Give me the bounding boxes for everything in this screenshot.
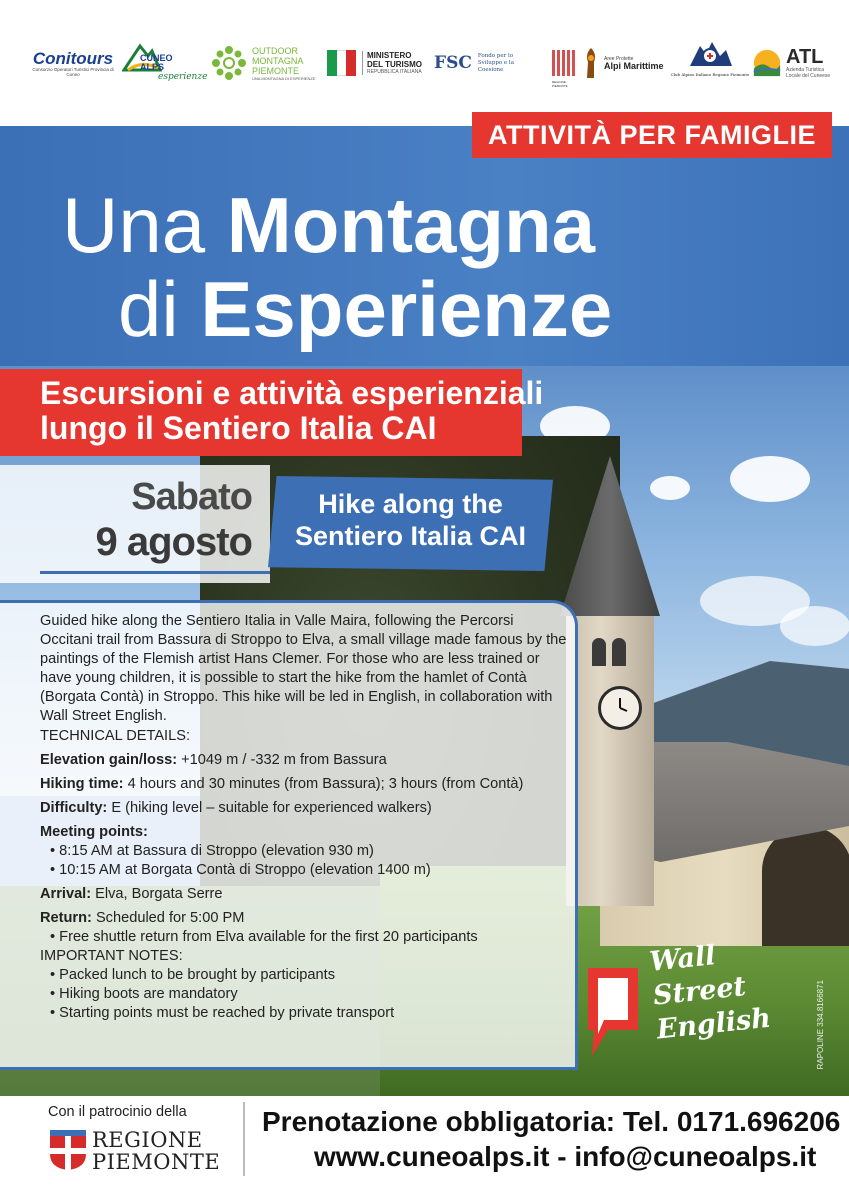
- event-date: 9 agosto: [95, 520, 252, 564]
- note-3: • Starting points must be reached by private transport: [50, 1005, 395, 1021]
- cai-emblem-icon: [686, 38, 734, 72]
- logo-atl: [752, 38, 832, 88]
- church-arch: [762, 826, 849, 946]
- logo-cuneo-alps-sub: esperienze: [158, 72, 208, 82]
- difficulty-label: Difficulty:: [40, 800, 108, 816]
- time-row: [40, 775, 570, 794]
- title-montagna: Montagna: [226, 181, 596, 269]
- title-una: Una: [62, 181, 227, 269]
- arrival-value: Elva, Borgata Serre: [91, 886, 223, 902]
- logo-ministero-name: MINISTERO DEL TURISMO: [367, 51, 422, 69]
- logo-cuneo-alps-name: CUNEO ALPS: [140, 53, 173, 72]
- logo-regione-small-name: REGIONE PIEMONTE: [552, 80, 568, 88]
- arrival-label: Arrival:: [40, 886, 92, 902]
- time-label: Hiking time:: [40, 776, 124, 792]
- title-esperienze: Esperienze: [200, 265, 613, 353]
- logo-ministero-turismo: [327, 38, 425, 88]
- date-underline: [40, 571, 270, 574]
- bell-tower: [566, 606, 654, 906]
- logo-conitours-sub: Consorzio Operatori Turistici Provincia di Cuneo: [32, 66, 114, 77]
- technical-heading: TECHNICAL DETAILS:: [40, 728, 191, 744]
- wse-speech-bubble-icon: [582, 964, 644, 1060]
- description: Guided hike along the Sentiero Italia in Valle Maira, following the Percorsi Occitani trail from Bassura di Stroppo to Elva, a small village made famous by the paintings of the Flemish artist Hans Clemer. For those who are less trained or have young children, it is possible to start the hike from the hamlet of Contà (Borgata Contà) in Stroppo. This hike will be led in English, in collaboration with Wall Street English.: [40, 613, 567, 724]
- logo-cai-piemonte: [672, 38, 748, 88]
- return-row: [40, 909, 570, 928]
- regione-grid-icon: [552, 50, 576, 76]
- elevation-value: +1049 m / -332 m from Bassura: [177, 752, 387, 768]
- title-line-2: [118, 265, 613, 353]
- difficulty-value: E (hiking level – suitable for experienced walkers): [107, 800, 432, 816]
- contact-links: www.cuneoalps.it - info@cuneoalps.it: [314, 1141, 817, 1172]
- wse-line-1: Wall: [648, 940, 717, 978]
- print-credit: RAPOLINE 334.8166871: [816, 980, 825, 1070]
- note-2: • Hiking boots are mandatory: [50, 986, 238, 1002]
- logo-conitours-name: Conitours: [32, 48, 114, 68]
- family-activity-tag: ATTIVITÀ PER FAMIGLIE: [472, 112, 832, 158]
- subtitle-line-2: lungo il Sentiero Italia CAI: [40, 410, 437, 446]
- event-day: Sabato: [131, 476, 252, 518]
- outdoor-flower-icon: [210, 44, 248, 82]
- patronage-text: Con il patrocinio della: [48, 1104, 187, 1120]
- logo-ministero-sub: REPUBBLICA ITALIANA: [367, 69, 422, 75]
- elevation-label: Elevation gain/loss:: [40, 752, 178, 768]
- difficulty-row: [40, 799, 570, 818]
- clock-icon: [598, 686, 642, 730]
- ibex-icon: [582, 46, 600, 80]
- hike-title-line-1: Hike along the: [318, 489, 503, 519]
- atl-sun-icon: [752, 47, 782, 79]
- note-1: • Packed lunch to be brought by participants: [50, 967, 335, 983]
- logo-atl-name: ATL: [786, 46, 824, 68]
- logo-fsc: [434, 38, 528, 88]
- regione-line-2: PIEMONTE: [92, 1150, 221, 1174]
- logo-alpi-sub: Aree Protette: [604, 55, 634, 62]
- logo-outdoor-sub: UNA MONTAGNA DI ESPERIENZE: [252, 75, 316, 81]
- info-text: [40, 612, 570, 1023]
- booking-phone: Prenotazione obbligatoria: Tel. 0171.696206: [262, 1106, 841, 1137]
- return-note: • Free shuttle return from Elva available for the first 20 participants: [50, 929, 478, 945]
- title-di: di: [118, 265, 201, 353]
- meeting-point-2: • 10:15 AM at Borgata Contà di Stroppo (elevation 1400 m): [50, 862, 431, 878]
- logo-alpi-name: Alpi Marittime: [604, 60, 664, 71]
- wse-line-2: Street: [651, 971, 748, 1012]
- regione-piemonte-shield-icon: [48, 1128, 88, 1172]
- footer-divider: [243, 1102, 245, 1176]
- return-value: Scheduled for 5:00 PM: [91, 910, 245, 926]
- logo-conitours: [30, 38, 116, 88]
- logo-cuneo-alps: [122, 38, 206, 88]
- regione-line-1: REGIONE: [92, 1128, 203, 1152]
- meeting-point-1: • 8:15 AM at Bassura di Stroppo (elevation 930 m): [50, 843, 374, 859]
- wse-logo-text: [648, 934, 772, 1047]
- logo-atl-sub: Azienda Turistica Locale del Cuneese: [786, 67, 831, 79]
- wse-line-3: English: [655, 1002, 773, 1046]
- logo-fsc-sub: Fondo per lo Sviluppo e la Coesione: [477, 52, 514, 73]
- logo-regione-piemonte-small: [552, 38, 578, 88]
- notes-heading: IMPORTANT NOTES:: [40, 948, 183, 964]
- logo-fsc-name: FSC: [434, 52, 472, 73]
- return-label: Return:: [40, 910, 92, 926]
- meeting-label: Meeting points:: [40, 824, 148, 840]
- logo-outdoor-name: OUTDOOR MONTAGNA PIEMONTE: [252, 45, 303, 76]
- elevation-row: [40, 751, 570, 770]
- title-line-1: [62, 181, 596, 269]
- subtitle-line-1: Escursioni e attività esperienziali: [40, 375, 544, 411]
- hike-title-line-2: Sentiero Italia CAI: [294, 521, 527, 551]
- italian-flag-icon: [327, 50, 356, 76]
- logo-alpi-marittime: [582, 38, 666, 88]
- logo-cai-name: Club Alpino Italiano Regione Piemonte: [670, 72, 750, 77]
- logo-outdoor-montagna: [210, 38, 316, 88]
- time-value: 4 hours and 30 minutes (from Bassura); 3 hours (from Contà): [123, 776, 524, 792]
- arrival-row: [40, 885, 570, 904]
